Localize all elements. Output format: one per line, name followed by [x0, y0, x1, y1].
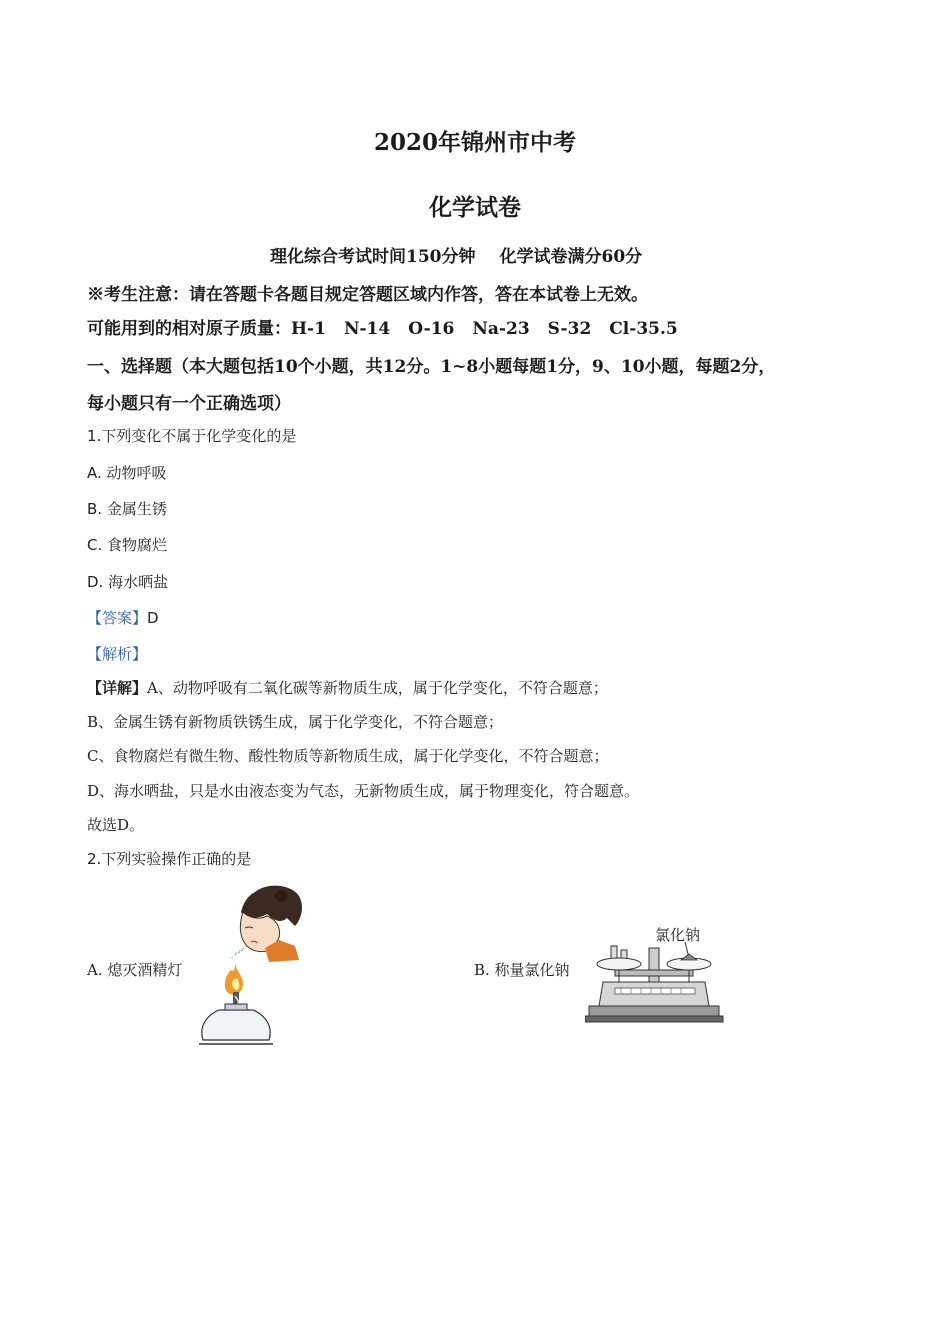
- atomic-mass-label: 可能用到的相对原子质量：: [87, 319, 291, 339]
- exam-score: 化学试卷满分60分: [499, 247, 643, 267]
- q1-option-d: D. 海水晒盐: [87, 573, 169, 591]
- answer-tag: 【答案】: [87, 609, 148, 627]
- detail-tag: 【详解】: [87, 679, 148, 697]
- q1-answer: [87, 607, 159, 628]
- q1-option-c: C. 食物腐烂: [87, 536, 168, 554]
- q1-detail-line-4: D、海水晒盐，只是水由液态变为气态，无新物质生成，属于物理变化，符合题意。: [87, 782, 640, 800]
- nacl-label: 氯化钠: [655, 926, 701, 944]
- q1-detail-line-2: B、金属生锈有新物质铁锈生成，属于化学变化，不符合题意；: [87, 713, 504, 731]
- atomic-mass-s: S-32: [547, 319, 592, 339]
- analysis-tag: 【解析】: [87, 645, 148, 663]
- page-subtitle: 化学试卷: [429, 194, 521, 221]
- q2-option-b: B. 称量氯化钠: [474, 961, 570, 979]
- q2-option-a: A. 熄灭酒精灯: [87, 961, 183, 979]
- q1-detail-line-3: C、食物腐烂有微生物、酸性物质等新物质生成，属于化学变化，不符合题意；: [87, 747, 609, 765]
- atomic-mass-na: Na-23: [472, 319, 530, 339]
- q1-detail-line-1: [87, 677, 608, 698]
- atomic-mass-n: N-14: [343, 319, 391, 339]
- balance-scale-figure-icon: [585, 920, 725, 1032]
- detail-text-a: A、动物呼吸有二氧化碳等新物质生成，属于化学变化，不符合题意；: [147, 679, 608, 697]
- q2-stem: 2.下列实验操作正确的是: [87, 850, 252, 868]
- atomic-mass-o: O-16: [408, 319, 455, 339]
- q1-option-a: A. 动物呼吸: [87, 464, 167, 482]
- q1-detail-line-5: 故选D。: [87, 816, 145, 834]
- section-heading-line2: 每小题只有一个正确选项）: [87, 394, 291, 414]
- exam-notice: ※考生注意：请在答题卡各题目规定答题区域内作答，答在本试卷上无效。: [87, 285, 648, 305]
- atomic-mass-line: [87, 314, 678, 339]
- atomic-mass-h: H-1: [291, 319, 326, 339]
- section-heading-line1: 一、选择题（本大题包括10个小题，共12分。1~8小题每题1分，9、10小题，每题2分，: [87, 357, 776, 377]
- answer-value: D: [147, 609, 159, 627]
- exam-info: [270, 242, 642, 267]
- alcohol-lamp-figure-icon: [195, 880, 310, 1050]
- q1-stem: 1.下列变化不属于化学变化的是: [87, 427, 297, 445]
- exam-time: 理化综合考试时间150分钟: [270, 247, 476, 267]
- atomic-mass-cl: Cl-35.5: [609, 319, 678, 339]
- page-title: 2020年锦州市中考: [373, 129, 576, 156]
- q1-option-b: B. 金属生锈: [87, 500, 167, 518]
